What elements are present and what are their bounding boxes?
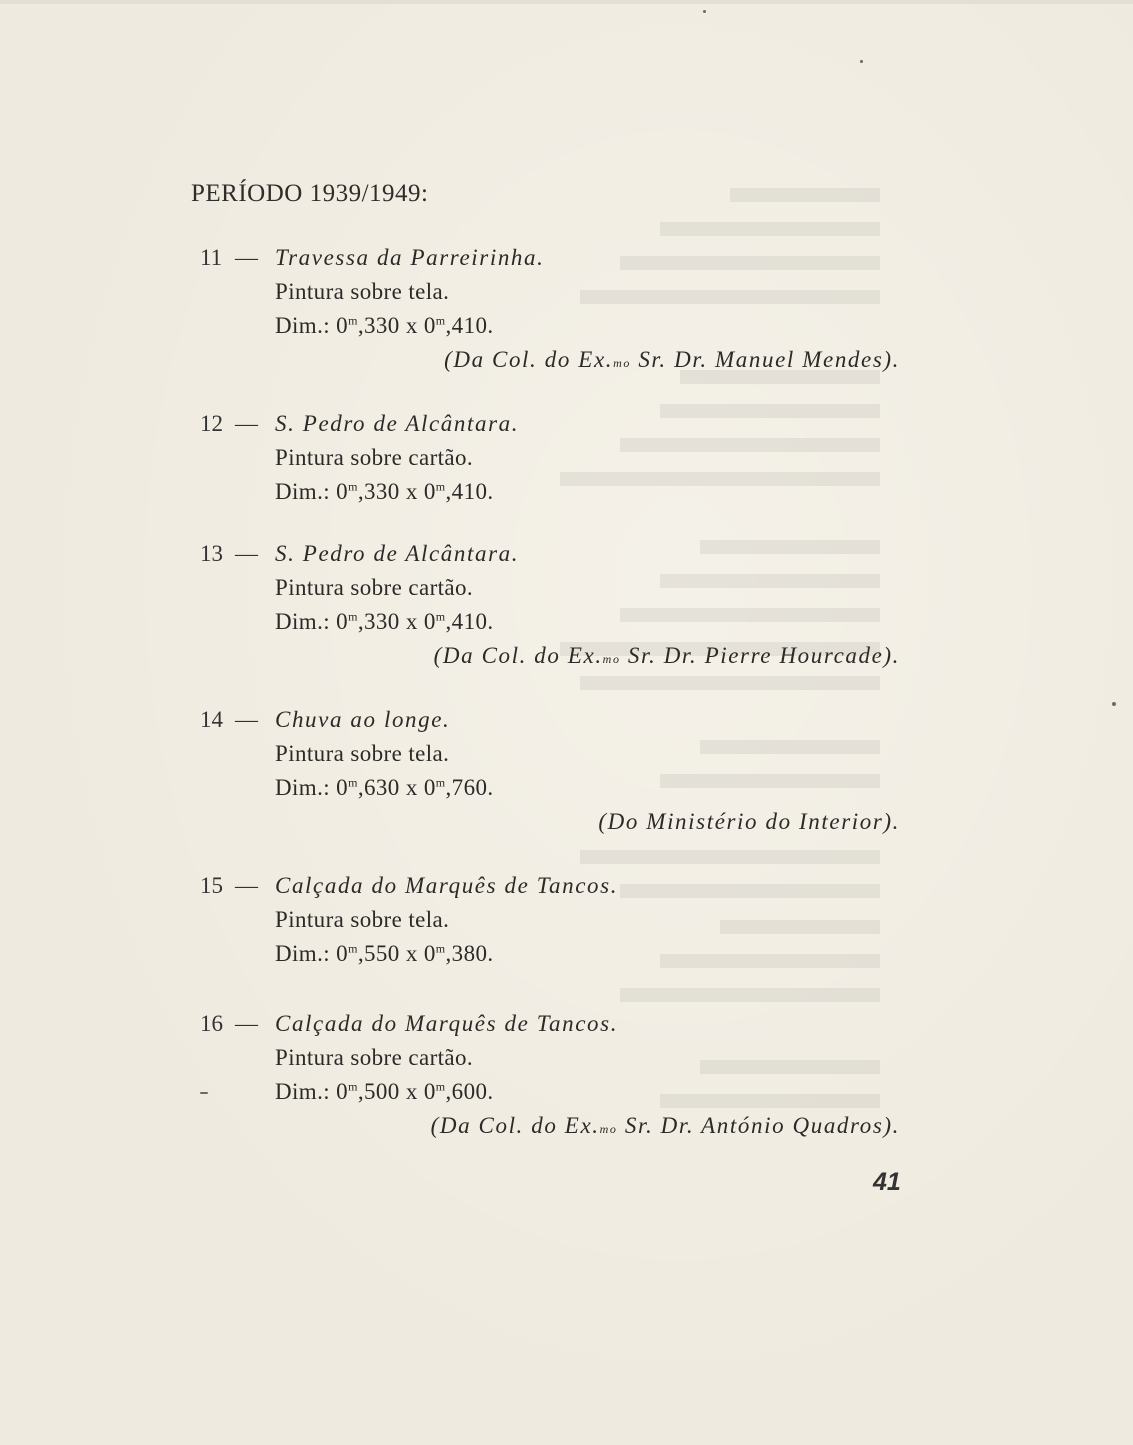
entry-title-line <box>200 537 920 571</box>
catalog-entry <box>200 407 920 509</box>
catalog-entry <box>200 869 920 971</box>
entry-dimensions-line <box>200 1075 920 1109</box>
entry-title-line <box>200 241 920 275</box>
entry-title: Calçada do Marquês de Tancos. <box>275 1011 619 1036</box>
entry-dimensions: Dim.: 0$^m$,330 x 0$^m$,410. <box>275 313 494 338</box>
entry-medium: Pintura sobre cartão. <box>275 445 474 470</box>
entry-medium-line <box>200 441 920 475</box>
entry-dash: — <box>235 707 258 732</box>
entry-number: 13 <box>200 541 223 566</box>
entry-dash: — <box>235 873 258 898</box>
entry-title: Chuva ao longe. <box>275 707 451 732</box>
entry-medium-line <box>200 1041 920 1075</box>
entry-title-line <box>200 869 920 903</box>
entry-dimensions-line <box>200 475 920 509</box>
entry-dash: — <box>235 1011 258 1036</box>
entry-dimensions-line <box>200 309 920 343</box>
entry-medium-line <box>200 571 920 605</box>
entry-medium-line <box>200 275 920 309</box>
catalog-entry <box>200 241 920 377</box>
entry-dimensions: Dim.: 0$^m$,500 x 0$^m$,600. <box>275 1079 494 1104</box>
catalog-entry <box>200 703 920 839</box>
entry-title: S. Pedro de Alcântara. <box>275 411 520 436</box>
entry-title: Calçada do Marquês de Tancos. <box>275 873 619 898</box>
period-heading: PERÍODO 1939/1949: <box>191 180 429 207</box>
page-top-edge <box>0 0 1133 4</box>
catalog-entry <box>200 537 920 673</box>
entry-dimensions-line <box>200 771 920 805</box>
entry-number: 16 <box>200 1011 223 1036</box>
entry-medium-line <box>200 903 920 937</box>
entry-source: (Do Ministério do Interior). <box>598 809 900 834</box>
entry-dimensions: Dim.: 0$^m$,330 x 0$^m$,410. <box>275 609 494 634</box>
entry-medium: Pintura sobre tela. <box>275 907 450 932</box>
entry-title: S. Pedro de Alcântara. <box>275 541 520 566</box>
entry-source: (Da Col. do Ex. mo Sr. Dr. António Quadros). <box>430 1113 900 1138</box>
entry-dimensions: Dim.: 0$^m$,550 x 0$^m$,380. <box>275 941 494 966</box>
entry-medium: Pintura sobre cartão. <box>275 575 474 600</box>
entry-medium-line <box>200 737 920 771</box>
paper-speck <box>860 60 863 63</box>
entry-number: 14 <box>200 707 223 732</box>
entry-dimensions: Dim.: 0$^m$,330 x 0$^m$,410. <box>275 479 494 504</box>
entry-title-line <box>200 1007 920 1041</box>
paper-speck <box>1112 702 1116 706</box>
entry-medium: Pintura sobre cartão. <box>275 1045 474 1070</box>
entry-title-line <box>200 407 920 441</box>
entry-number: 12 <box>200 411 223 436</box>
catalog-entry <box>200 1007 920 1143</box>
entry-number: 15 <box>200 873 223 898</box>
entry-dimensions-line <box>200 937 920 971</box>
entry-dash: — <box>235 411 258 436</box>
paper-speck <box>703 10 706 13</box>
entry-dimensions: Dim.: 0$^m$,630 x 0$^m$,760. <box>275 775 494 800</box>
entry-medium: Pintura sobre tela. <box>275 279 450 304</box>
entry-title: Travessa da Parreirinha. <box>275 245 545 270</box>
entry-dash: — <box>235 245 258 270</box>
page-number: 41 <box>873 1168 901 1196</box>
entry-source: (Da Col. do Ex. mo Sr. Dr. Pierre Hourcade). <box>433 643 900 668</box>
entry-medium: Pintura sobre tela. <box>275 741 450 766</box>
entry-number: 11 <box>200 245 223 270</box>
entry-title-line <box>200 703 920 737</box>
entry-dimensions-line <box>200 605 920 639</box>
entry-dash: — <box>235 541 258 566</box>
entry-source: (Da Col. do Ex. mo Sr. Dr. Manuel Mendes). <box>444 347 900 372</box>
